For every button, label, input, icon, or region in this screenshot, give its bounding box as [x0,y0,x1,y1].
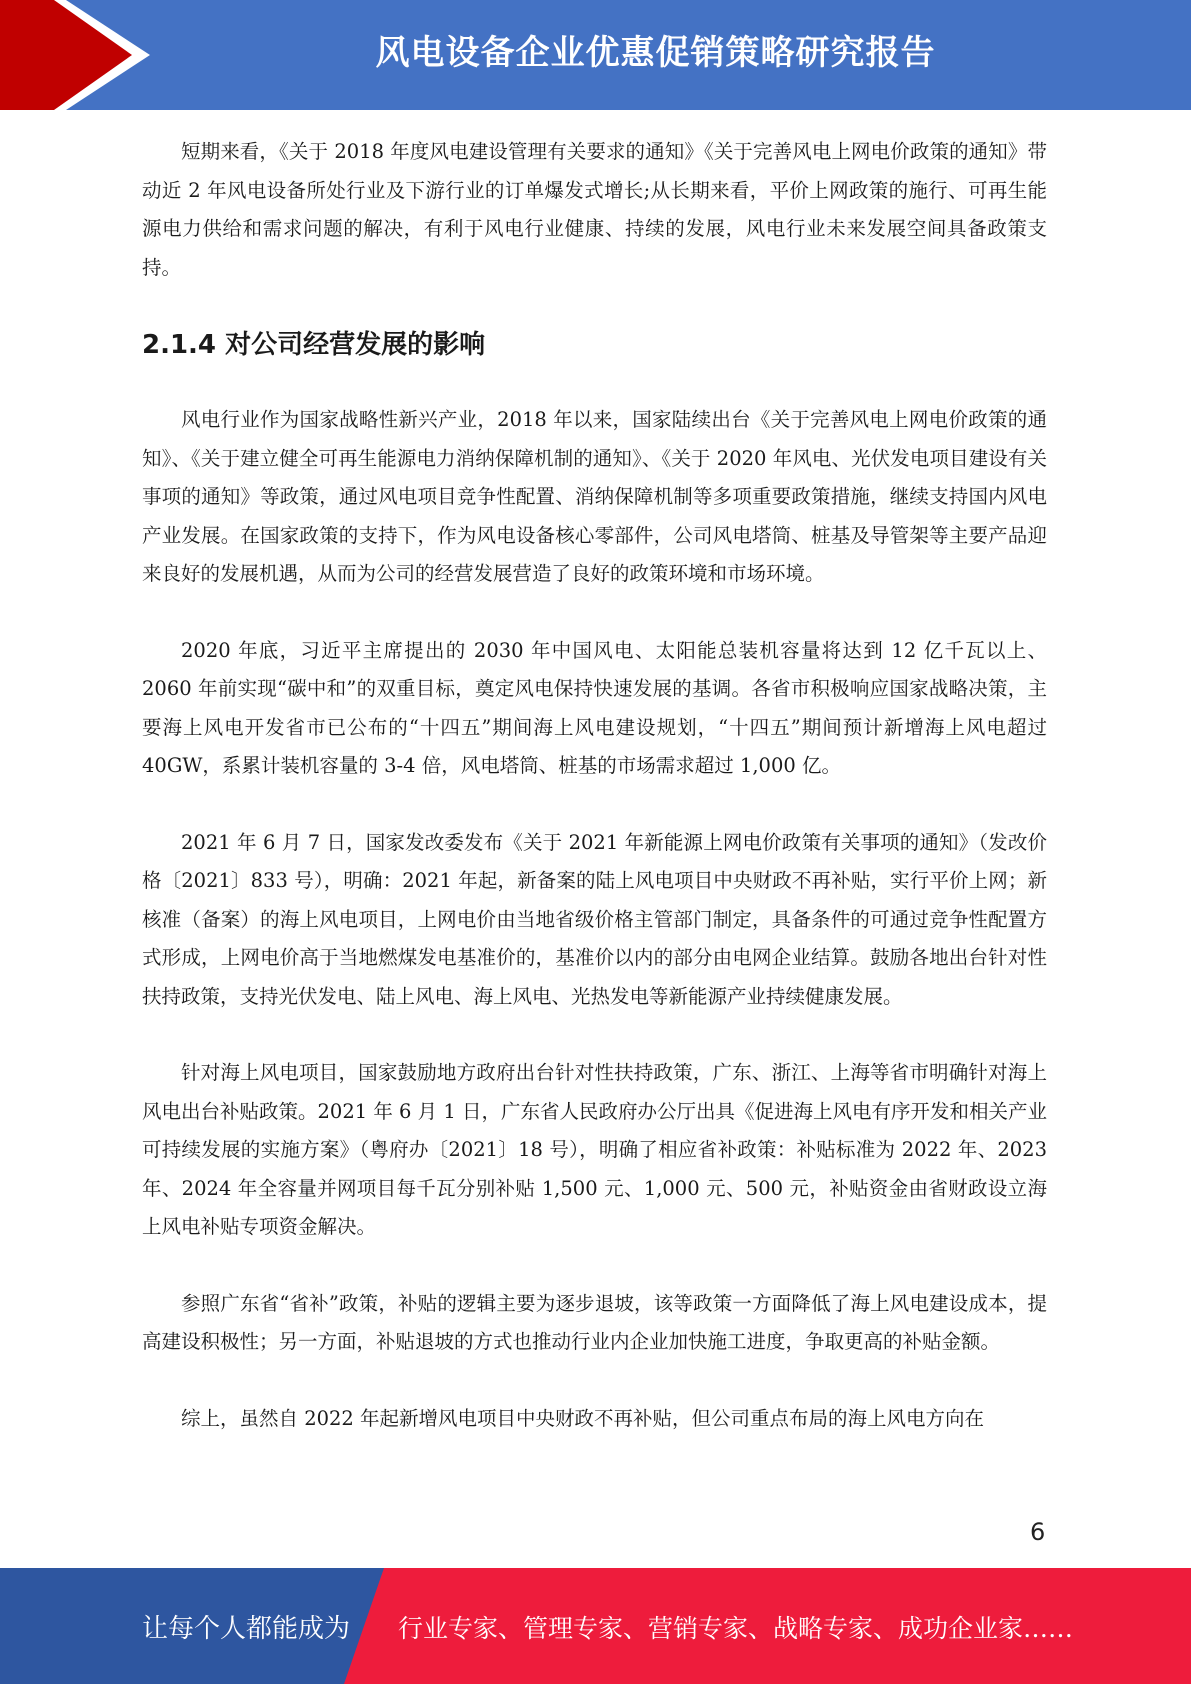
paragraph-short-long-term-outlook: 短期来看，《关于 2018 年度风电建设管理有关要求的通知》《关于完善风电上网电价政策的通知》带动近 2 年风电设备所处行业及下游行业的订单爆发式增长;从长期来看，平价上网政策的施行、可再生能源电力供给和需求问题的解决，有利于风电行业健康、持续的发展，风电行业未来发展空间具备政策支持。 [142,140,1047,279]
footer-slogan-left: 让每个人都能成为 [142,1614,351,1644]
paragraph-carbon-neutral-goal: 2020 年底，习近平主席提出的 2030 年中国风电、太阳能总装机容量将达到 12 亿千瓦以上、2060 年前实现“碳中和”的双重目标，奠定风电保持快速发展的基调。各省市积极响应国家战略决策，主要海上风电开发省市已公布的“十四五”期间海上风电建设规划，“十四五”期间预计新增海上风电超过 40GW，系累计装机容量的 3-4 倍，风电塔筒、桩基的市场需求超过 1,000 亿。 [142,638,1047,777]
paragraph-subsidy-phaseout: 参照广东省“省补”政策，补贴的逻辑主要为逐步退坡，该等政策一方面降低了海上风电建设成本，提高建设积极性；另一方面，补贴退坡的方式也推动行业内企业加快施工进度，争取更高的补贴金额。 [142,1291,1047,1353]
report-title: 风电设备企业优惠促销策略研究报告 [375,33,936,73]
section-heading: 2.1.4 对公司经营发展的影响 [142,330,486,360]
paragraph-conclusion: 综上，虽然自 2022 年起新增风电项目中央财政不再补贴，但公司重点布局的海上风电方向在 [181,1406,985,1430]
header-chevron-graphic [0,0,160,110]
paragraph-industry-policy: 风电行业作为国家战略性新兴产业，2018 年以来，国家陆续出台《关于完善风电上网电价政策的通知》、《关于建立健全可再生能源电力消纳保障机制的通知》、《关于 2020 年风电、光伏发电项目建设有关事项的通知》等政策，通过风电项目竞争性配置、消纳保障机制等多项重要政策措施，继续支持国内风电产业发展。在国家政策的支持下，作为风电设备核心零部件，公司风电塔筒、桩基及导管架等主要产品迎来良好的发展机遇，从而为公司的经营发展营造了良好的政策环境和市场环境。 [142,408,1047,585]
footer-slogan-right: 行业专家、管理专家、营销专家、战略专家、成功企业家…… [398,1614,1074,1643]
document-body [142,133,1047,1476]
paragraph-ndrc-pricing-notice: 2021 年 6 月 7 日，国家发改委发布《关于 2021 年新能源上网电价政策有关事项的通知》（发改价格〔2021〕833 号），明确：2021 年起，新备案的陆上风电项目中央财政不再补贴，实行平价上网；新核准（备案）的海上风电项目，上网电价由当地省级价格主管部门制定，具备条件的可通过竞争性配置方式形成，上网电价高于当地燃煤发电基准价的，基准价以内的部分由电网企业结算。鼓励各地出台针对性扶持政策，支持光伏发电、陆上风电、海上风电、光热发电等新能源产业持续健康发展。 [142,830,1047,1008]
paragraph-offshore-subsidy: 针对海上风电项目，国家鼓励地方政府出台针对性扶持政策，广东、浙江、上海等省市明确针对海上风电出台补贴政策。2021 年 6 月 1 日，广东省人民政府办公厅出具《促进海上风电有序开发和相关产业可持续发展的实施方案》（粤府办〔2021〕18 号），明确了相应省补政策：补贴标准为 2022 年、2023 年、2024 年全容量并网项目每千瓦分别补贴 1,500 元、1,000 元、500 元，补贴资金由省财政设立海上风电补贴专项资金解决。 [142,1061,1047,1238]
page-header [0,0,1191,110]
page-number: 6 [1030,1518,1046,1546]
page-footer [0,1568,1191,1684]
